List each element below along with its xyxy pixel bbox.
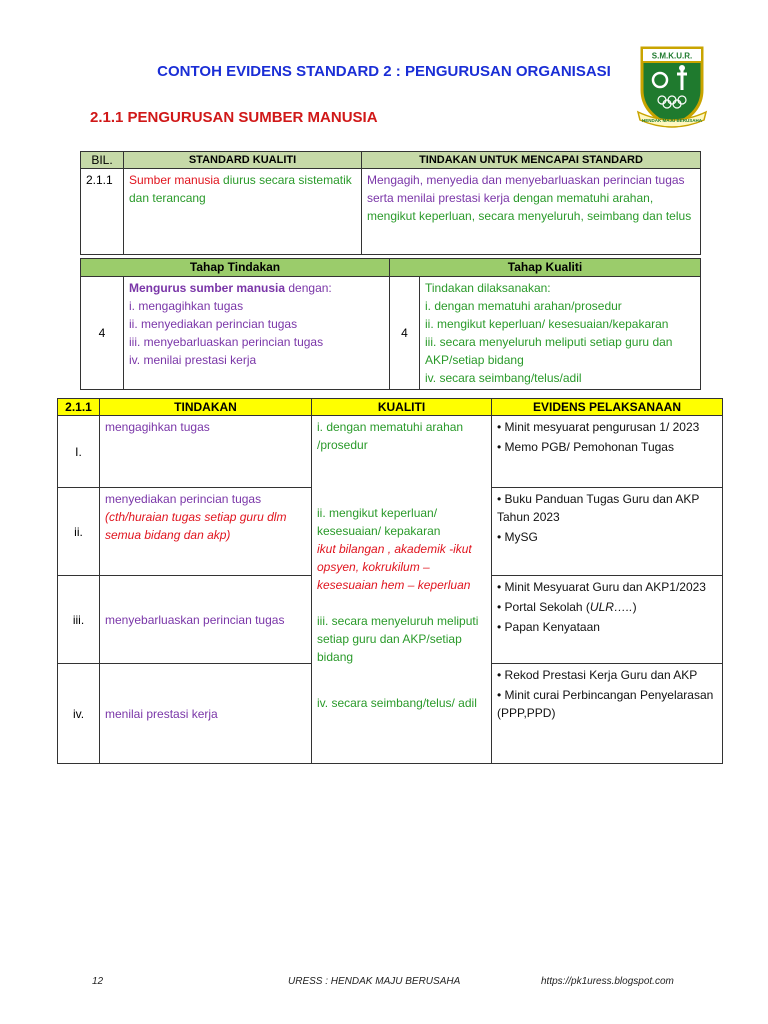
- row-tindakan: menyebarluaskan perincian tugas: [100, 576, 312, 664]
- tindakan-item: iii. menyebarluaskan perincian tugas: [129, 335, 324, 349]
- kualiti-4: iv. secara seimbang/telus/ adil: [317, 696, 477, 710]
- tahap-kualiti-level: 4: [390, 277, 420, 390]
- evidens-portal-close: ): [632, 600, 637, 614]
- school-crest-logo: [636, 44, 708, 128]
- header-tindakan: TINDAKAN: [100, 399, 312, 416]
- evidens-item: • Minit mesyuarat pengurusan 1/ 2023: [497, 420, 700, 434]
- header-evidens: EVIDENS PELAKSANAAN: [492, 399, 723, 416]
- tindakan-item: ii. menyediakan perincian tugas: [129, 317, 298, 331]
- tahap-tindakan-level: 4: [81, 277, 124, 390]
- evidens-portal-url: ULR…..: [589, 600, 633, 614]
- table-row: [58, 416, 723, 488]
- footer-motto: URESS : HENDAK MAJU BERUSAHA: [288, 976, 461, 987]
- row-number: iv.: [58, 664, 100, 764]
- evidens-item: [497, 598, 717, 616]
- row-evidens: [492, 488, 723, 576]
- section-subtitle: 2.1.1 PENGURUSAN SUMBER MANUSIA: [90, 109, 378, 126]
- tahap-tindakan-heading: [129, 279, 384, 297]
- header-tahap-kualiti: Tahap Kualiti: [390, 259, 701, 277]
- standard-kualiti-cell: [124, 169, 362, 255]
- header-standard-kualiti: STANDARD KUALITI: [124, 152, 362, 169]
- bil-value: 2.1.1: [81, 169, 124, 255]
- evidens-item: • MySG: [497, 530, 538, 544]
- header-tindakan-standard: TINDAKAN UNTUK MENCAPAI STANDARD: [362, 152, 701, 169]
- standard-table: [80, 151, 701, 255]
- evidens-item: • Minit curai Perbincangan Penyelarasan (PPP,PPD): [497, 688, 714, 720]
- kualiti-2-note: ikut bilangan , akademik -ikut opsyen, kokrukilum – kesesuaian hem – keperluan: [317, 542, 472, 592]
- header-tahap-tindakan: Tahap Tindakan: [81, 259, 390, 277]
- tahap-kualiti-heading: Tindakan dilaksanakan:: [425, 281, 551, 295]
- row-tindakan: menilai prestasi kerja: [100, 664, 312, 764]
- evidens-item: • Minit Mesyuarat Guru dan AKP1/2023: [497, 580, 706, 594]
- tahap-table: [80, 258, 701, 390]
- row-number: iii.: [58, 576, 100, 664]
- row-evidens: [492, 576, 723, 664]
- row-evidens: [492, 416, 723, 488]
- page-title: CONTOH EVIDENS STANDARD 2 : PENGURUSAN ORGANISASI: [157, 63, 611, 80]
- kualiti-merged-cell: [312, 416, 492, 764]
- svg-text:S.M.K.U.R.: S.M.K.U.R.: [651, 51, 693, 61]
- row-tindakan-text: menyediakan perincian tugas: [105, 492, 262, 506]
- kualiti-item: i. dengan mematuhi arahan/prosedur: [425, 299, 622, 313]
- kualiti-3: iii. secara menyeluruh meliputi setiap guru dan AKP/setiap bidang: [317, 614, 479, 664]
- row-number: I.: [58, 416, 100, 488]
- evidens-item: • Papan Kenyataan: [497, 620, 600, 634]
- row-tindakan: mengagihkan tugas: [100, 416, 312, 488]
- evidens-item: • Memo PGB/ Pemohonan Tugas: [497, 440, 674, 454]
- tahap-kualiti-cell: [420, 277, 701, 390]
- evidens-item: • Buku Panduan Tugas Guru dan AKP Tahun 2023: [497, 492, 700, 524]
- row-tindakan-note: (cth/huraian tugas setiap guru dlm semua bidang dan akp): [105, 510, 287, 542]
- header-kualiti: KUALITI: [312, 399, 492, 416]
- kualiti-item: iv. secara seimbang/telus/adil: [425, 371, 582, 385]
- kualiti-2: ii. mengikut keperluan/ kesesuaian/ kepakaran: [317, 506, 441, 538]
- footer-url: https://pk1uress.blogspot.com: [541, 976, 674, 987]
- tahap-tindakan-cell: [124, 277, 390, 390]
- row-evidens: [492, 664, 723, 764]
- header-bil: BIL.: [81, 152, 124, 169]
- evidens-portal-text: • Portal Sekolah (: [497, 600, 590, 614]
- evidens-table: [57, 398, 723, 764]
- standard-kualiti-text: diurus secara sistematik dan terancang: [129, 173, 352, 205]
- kualiti-item: ii. mengikut keperluan/ kesesuaian/kepakaran: [425, 317, 669, 331]
- tindakan-standard-cell: [362, 169, 701, 255]
- svg-text:HENDAK MAJU BERUSAHA: HENDAK MAJU BERUSAHA: [641, 118, 703, 123]
- tindakan-standard-highlight: Mengagih, menyedia dan menyebarluaskan perincian tugas serta menilai prestasi kerja: [367, 173, 685, 205]
- footer-page-number: 12: [92, 976, 104, 987]
- tahap-tindakan-bold: Mengurus sumber manusia: [129, 281, 286, 295]
- kualiti-item: iii. secara menyeluruh meliputi setiap guru dan AKP/setiap bidang: [425, 335, 673, 367]
- header-num: 2.1.1: [58, 399, 100, 416]
- row-number: ii.: [58, 488, 100, 576]
- kualiti-1: i. dengan mematuhi arahan /prosedur: [317, 420, 464, 452]
- tindakan-item: iv. menilai prestasi kerja: [129, 353, 257, 367]
- evidens-item: • Rekod Prestasi Kerja Guru dan AKP: [497, 668, 698, 682]
- standard-kualiti-highlight: Sumber manusia: [129, 173, 220, 187]
- row-tindakan: [100, 488, 312, 576]
- tindakan-standard-text: dengan mematuhi arahan, mengikut keperluan, secara menyeluruh, seimbang dan telus: [367, 191, 692, 223]
- tindakan-item: i. mengagihkan tugas: [129, 299, 244, 313]
- tahap-tindakan-rest: dengan:: [285, 281, 332, 295]
